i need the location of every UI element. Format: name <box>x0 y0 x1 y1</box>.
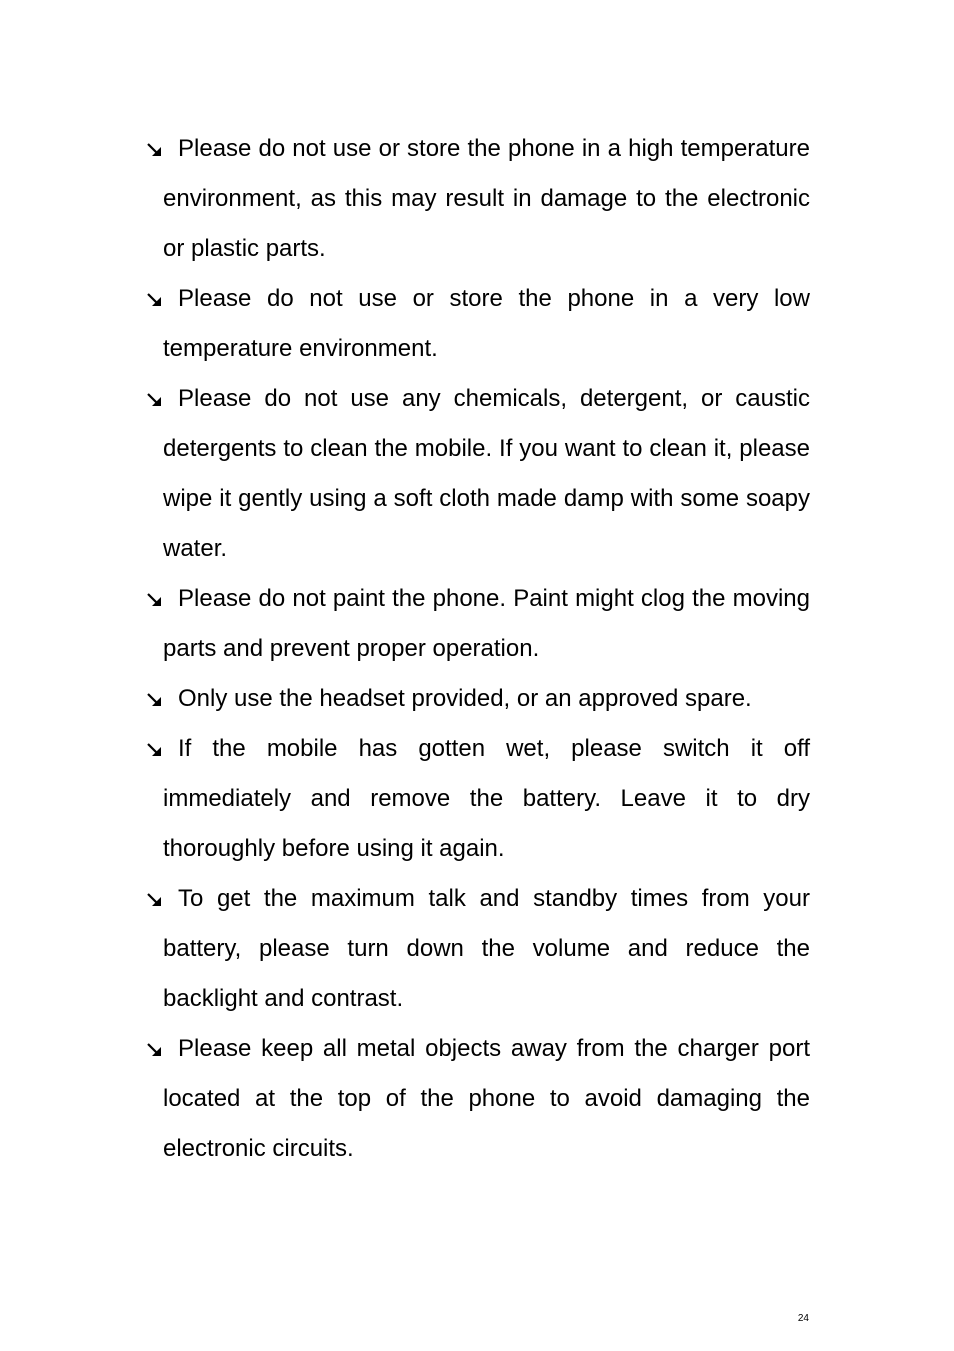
list-item-text: Please keep all metal objects away from the charger port located at the top of the phone to avoid damaging the electronic circuits. <box>163 1035 810 1162</box>
arrow-down-right-icon <box>145 374 163 424</box>
list-item-text: Please do not use or store the phone in a high temperature environment, as this may result in damage to the electronic or plastic parts. <box>163 135 810 262</box>
list-item <box>145 374 810 574</box>
arrow-down-right-icon <box>145 674 163 724</box>
list-item <box>145 1024 810 1174</box>
arrow-down-right-icon <box>145 274 163 324</box>
list-item-text: Please do not use or store the phone in a very low temperature environment. <box>163 285 810 362</box>
arrow-down-right-icon <box>145 724 163 774</box>
list-item <box>145 724 810 874</box>
arrow-down-right-icon <box>145 874 163 924</box>
arrow-down-right-icon <box>145 1024 163 1074</box>
list-item-text: Please do not use any chemicals, detergent, or caustic detergents to clean the mobile. If you want to clean it, please wipe it gently using a soft cloth made damp with some soapy water. <box>163 385 810 562</box>
precautions-list <box>145 124 810 1174</box>
arrow-down-right-icon <box>145 574 163 624</box>
list-item-text: If the mobile has gotten wet, please switch it off immediately and remove the battery. Leave it to dry thoroughly before using it again. <box>163 735 810 862</box>
page-number: 24 <box>797 1313 809 1324</box>
list-item <box>145 574 810 674</box>
list-item-text: Only use the headset provided, or an approved spare. <box>178 685 752 712</box>
list-item <box>145 674 810 724</box>
list-item <box>145 274 810 374</box>
list-item <box>145 124 810 274</box>
arrow-down-right-icon <box>145 124 163 174</box>
list-item-text: Please do not paint the phone. Paint might clog the moving parts and prevent proper operation. <box>163 585 810 662</box>
list-item-text: To get the maximum talk and standby times from your battery, please turn down the volume and reduce the backlight and contrast. <box>163 885 810 1012</box>
list-item <box>145 874 810 1024</box>
